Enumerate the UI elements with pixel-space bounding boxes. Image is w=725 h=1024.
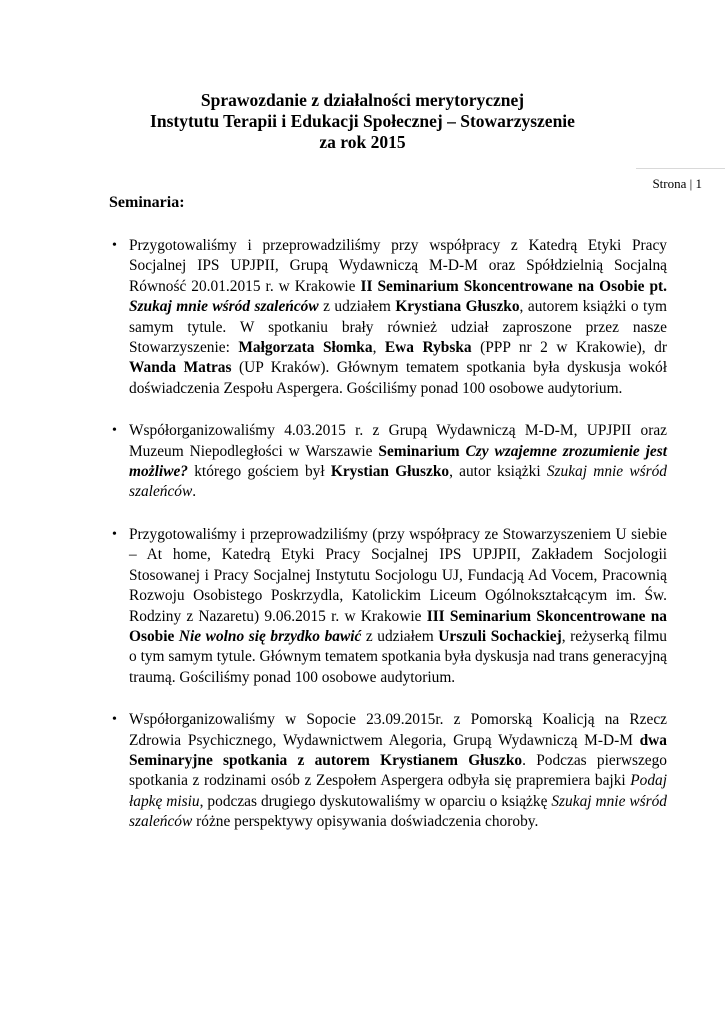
page-number: Strona | 1 (652, 176, 702, 191)
text-run: . Podczas pierwszego spotkania z rodzinami osób z Zespołem Aspergera odbyła się prapremiera bajki (129, 751, 668, 790)
text-run: III Seminarium Skoncentrowane na Osobie (129, 607, 667, 645)
text-run: (PPP nr 2 w Krakowie), dr (471, 339, 667, 357)
text-run: z udziałem (318, 298, 396, 316)
title-line-3: za rok 2015 (319, 132, 406, 152)
text-run: Małgorzata Słomka (238, 339, 373, 357)
text-run: Ewa Rybska (384, 339, 472, 357)
text-run: , reżyserką filmu o tym samym tytule. Głównym tematem spotkania była dyskusja nad trans generacyjną traumą. Gościliśmy ponad 100 osobowe audytorium. (129, 627, 667, 686)
title-line-2: Instytutu Terapii i Edukacji Społecznej – Stowarzyszenie (150, 111, 575, 131)
text-run: Przygotowaliśmy i przeprowadziliśmy przy współpracy z Katedrą Etyki Pracy Socjalnej IPS UPJPII, Grupą Wydawniczą M-D-M oraz Spółdzielnią Socjalną Równość 20.01.2015 r. w Krakowie (129, 237, 667, 295)
bullet-icon: • (112, 423, 117, 439)
text-run: z udziałem (361, 627, 439, 645)
text-run: Wanda Matras (129, 359, 232, 377)
text-run: Szukaj mnie wśród szaleńców (129, 463, 667, 501)
list-item (112, 710, 667, 832)
text-run: Współorganizowaliśmy 4.03.2015 r. z Grupą Wydawniczą M-D-M, UPJPII oraz Muzeum Niepodległości w Warszawie (129, 422, 667, 460)
text-run: którego gościem był (188, 463, 331, 481)
bullet-text (129, 525, 667, 688)
text-run: (UP Kraków). Głównym tematem spotkania była dyskusja wokół doświadczenia Zespołu Aspergera. Gościliśmy ponad 100 osobowe audytorium. (129, 359, 668, 397)
bullet-text (129, 710, 667, 832)
list-item (112, 421, 667, 503)
text-run: , podczas drugiego dyskutowaliśmy w oparciu o książkę (199, 792, 552, 810)
text-run: Krystiana Głuszko (395, 298, 520, 316)
document-title (0, 90, 725, 153)
text-run: Nie wolno się brzydko bawić (178, 627, 362, 645)
text-run: dwa Seminaryjne spotkania z autorem Krystianem Głuszko (129, 731, 667, 769)
text-run: Szukaj mnie wśród szaleńców (129, 792, 667, 831)
title-line-1: Sprawozdanie z działalności merytorycznej (200, 90, 525, 110)
list-item (112, 525, 667, 688)
bullet-text (129, 421, 667, 503)
text-run: . (192, 483, 197, 501)
list-item (112, 236, 667, 399)
text-run: , autor książki (449, 463, 547, 481)
bullet-icon: • (112, 238, 117, 253)
text-run: , (372, 339, 385, 357)
text-run: , autorem książki o tym samym tytule. W spotkaniu brały również udział zaproszone przez nasze Stowarzyszenie: (129, 298, 667, 357)
seminar-list (112, 236, 667, 855)
header-rule (636, 168, 725, 169)
bullet-icon: • (112, 526, 117, 542)
text-run: Czy wzajemne zrozumienie jest możliwe? (129, 442, 668, 481)
text-run: Szukaj mnie wśród szaleńców (129, 298, 319, 316)
text-run: Krystian Głuszko (330, 463, 450, 481)
text-run: Przygotowaliśmy i przeprowadziliśmy (przy współpracy ze Stowarzyszeniem U siebie – At home, Katedrą Etyki Pracy Socjalnej IPS UPJPII, Zakładem Socjologii Stosowanej i Pracy Socjalnej Instytutu Socjologu UJ, Fundacją Ad Vocem, Pracownią Rozwoju Osobistego Poskrzydla, Katolickim Liceum Ogólnokształcącym im. Św. Rodziny z Nazaretu) 9.06.2015 r. w Krakowie (129, 525, 667, 625)
text-run: różne perspektywy opisywania doświadczenia choroby. (192, 813, 539, 831)
bullet-text (129, 236, 667, 399)
section-heading: Seminaria: (109, 194, 185, 211)
text-run: Seminarium (378, 442, 466, 460)
text-run: Urszuli Sochackiej (438, 627, 562, 645)
text-run: Współorganizowaliśmy w Sopocie 23.09.2015r. z Pomorską Koalicją na Rzecz Zdrowia Psychicznego, Wydawnictwem Alegoria, Grupą Wydawniczą M-D-M (129, 711, 667, 749)
bullet-icon: • (112, 712, 117, 728)
text-run: Podaj łapkę misiu (129, 772, 667, 810)
text-run: II Seminarium Skoncentrowane na Osobie pt. (360, 277, 667, 295)
